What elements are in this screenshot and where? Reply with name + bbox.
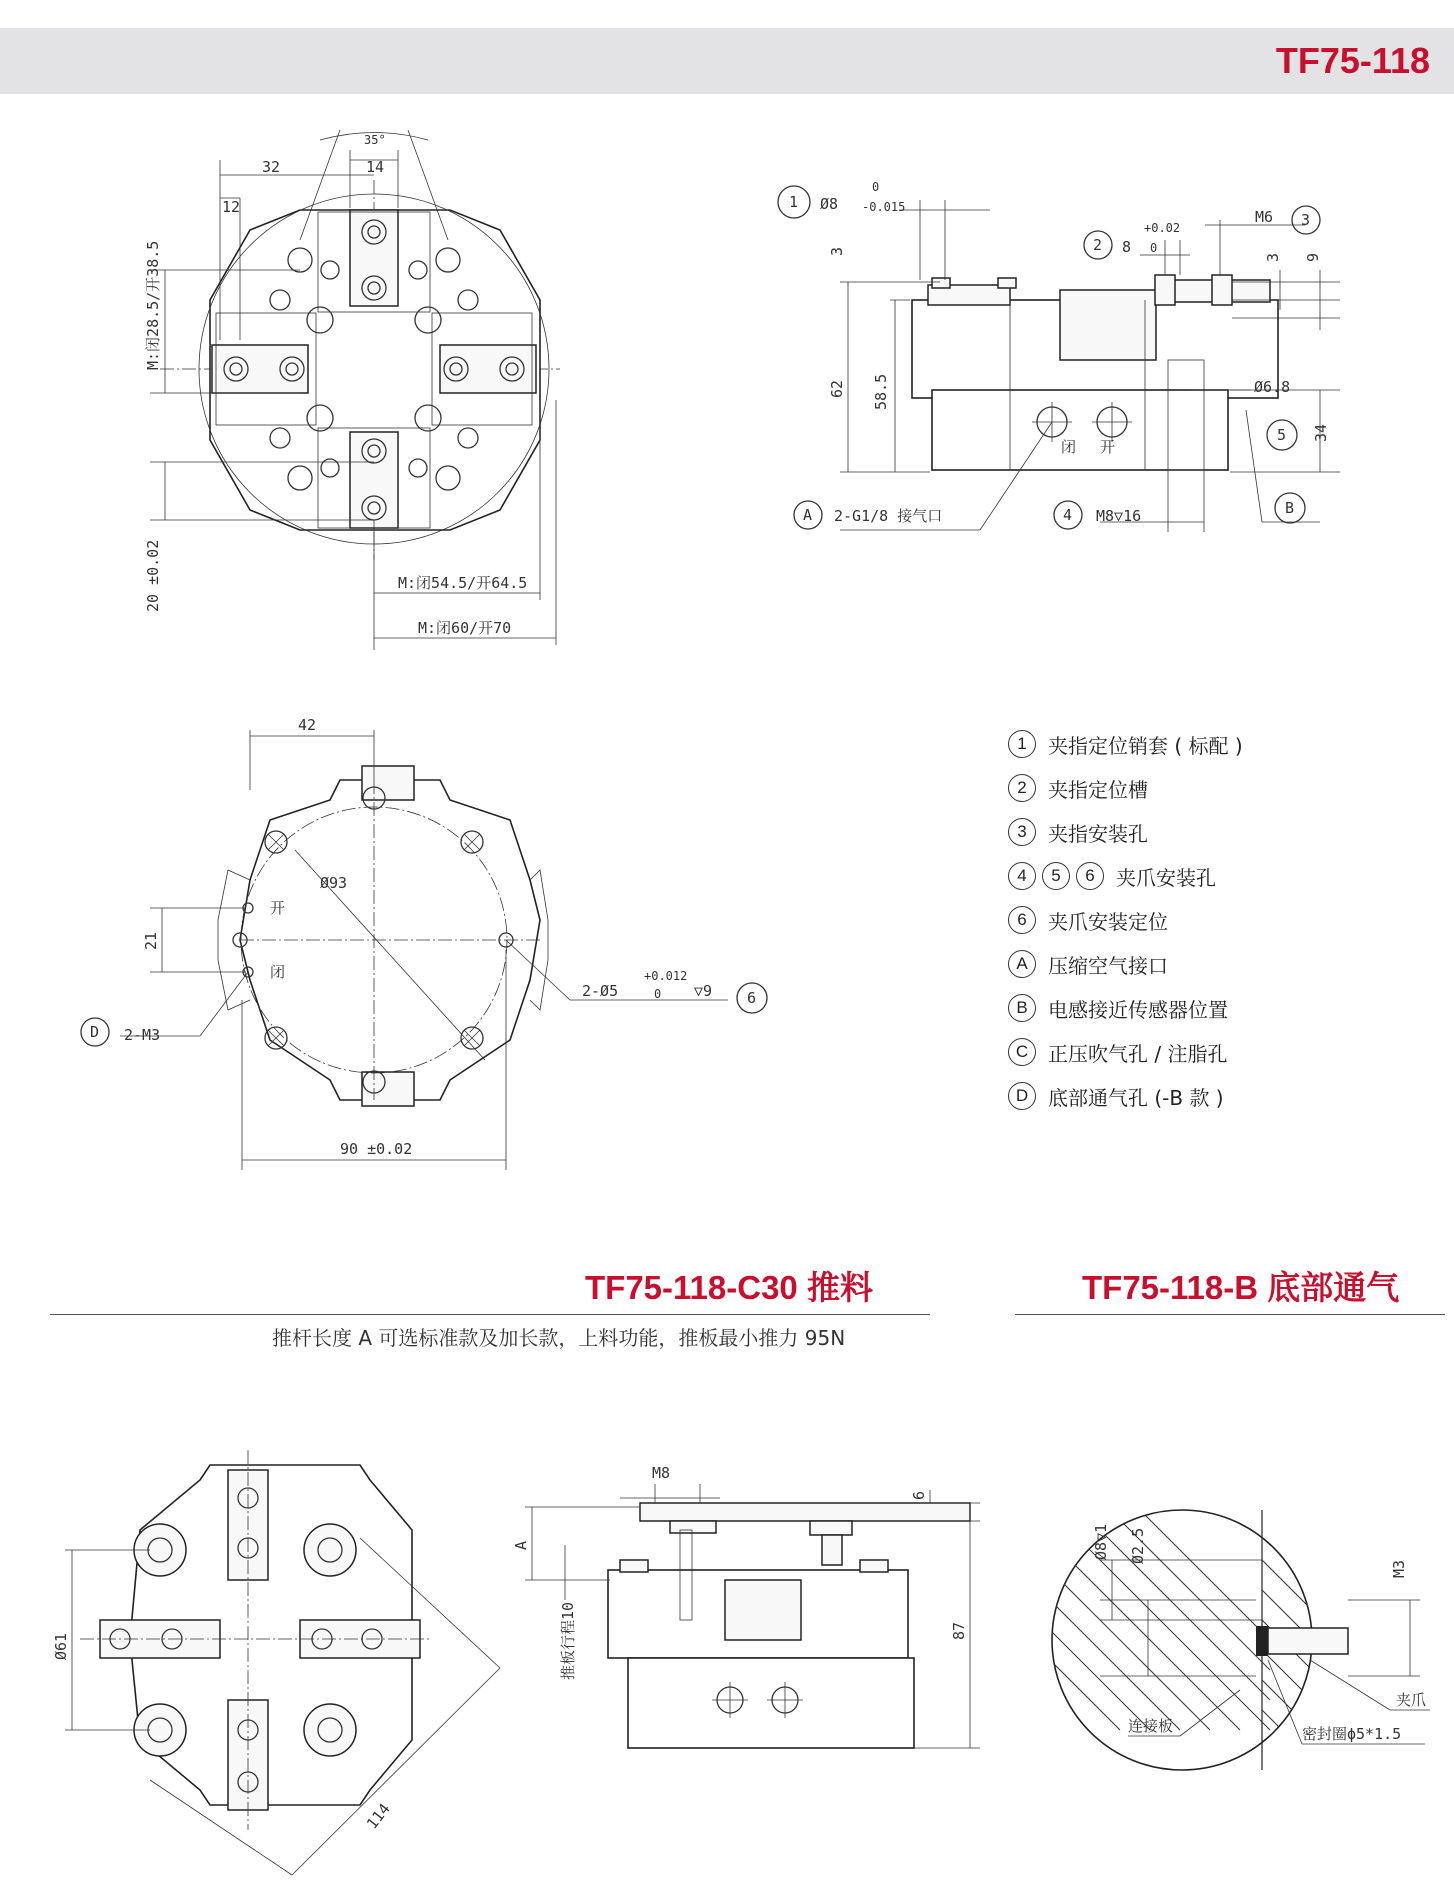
legend-marker: 1: [1008, 730, 1036, 758]
legend-label: 正压吹气孔 / 注脂孔: [1048, 1041, 1228, 1066]
legend-marker: 6: [1076, 862, 1104, 890]
legend-label: 夹爪安装定位: [1048, 909, 1168, 934]
dim-20: 20 ±0.02: [144, 539, 162, 612]
legend-marker: A: [1008, 950, 1036, 978]
legend-label: 夹指定位销套 ( 标配 ): [1048, 733, 1243, 758]
hole-6-8: Ø6.8: [1254, 378, 1291, 396]
pin-depth: ▽9: [694, 982, 713, 1000]
callout-D: D: [90, 1023, 100, 1041]
dim-12: 12: [222, 198, 241, 216]
dia-61: Ø61: [52, 1632, 70, 1660]
dim-3a: 3: [828, 246, 846, 256]
page-title: TF75-118: [1275, 40, 1430, 81]
thread-m8-c30: M8: [652, 1464, 671, 1482]
callout-1: 1: [789, 193, 799, 211]
legend-label: 电感接近传感器位置: [1048, 997, 1228, 1022]
legend-label: 夹指安装孔: [1048, 821, 1148, 846]
section-c30-rule: [50, 1314, 930, 1315]
legend-item: [1008, 898, 1243, 942]
vent-thread: 2-M3: [124, 1026, 161, 1044]
close-port-label: 闭: [270, 963, 286, 981]
pin-tol-upper: 0: [872, 180, 880, 194]
callout-A: A: [803, 506, 813, 524]
stroke-vertical-dim: M:闭28.5/开38.5: [144, 240, 162, 370]
stroke-h2-dim: M:闭60/开70: [418, 619, 512, 637]
thread-m6: M6: [1255, 208, 1274, 226]
dim-34: 34: [1312, 423, 1330, 442]
legend-item: [1008, 854, 1243, 898]
dim-9: 9: [1304, 252, 1322, 262]
dim-14: 14: [366, 158, 385, 176]
air-port-label: 2-G1/8 接气口: [834, 507, 943, 525]
dim-62: 62: [828, 379, 846, 398]
bottom-view-drawing: [120, 730, 728, 1170]
legend-marker: 5: [1042, 862, 1070, 890]
callout-B: B: [1285, 499, 1295, 517]
callout-2: 2: [1093, 236, 1103, 254]
legend-item: [1008, 766, 1243, 810]
legend-label: 夹爪安装孔: [1116, 865, 1216, 890]
legend-item: [1008, 942, 1243, 986]
legend-marker: 4: [1008, 862, 1036, 890]
dim-87: 87: [950, 1621, 968, 1640]
claw-label: 夹爪: [1396, 1691, 1427, 1709]
pin-label: 2-Ø5: [582, 982, 619, 1000]
hole-2-5: Ø2.5: [1129, 1527, 1147, 1564]
dim-21: 21: [142, 931, 160, 950]
legend-label: 夹指定位槽: [1048, 777, 1148, 802]
top-view-drawing: [150, 130, 560, 650]
callout-4: 4: [1063, 506, 1073, 524]
dim-A: A: [512, 1540, 530, 1550]
thread-m3-b: M3: [1390, 1559, 1408, 1578]
slot-tol-upper: +0.02: [1144, 221, 1181, 235]
angle-dim: 35°: [364, 133, 386, 147]
callout-6: 6: [747, 989, 757, 1007]
section-c30-title: TF75-118-C30 推料: [585, 1269, 873, 1306]
open-label: 开: [1100, 438, 1116, 456]
thread-m8: M8▽16: [1096, 507, 1142, 525]
legend-item: [1008, 1074, 1243, 1118]
section-c30-subtitle: 推杆长度 A 可选标准款及加长款，上料功能，推板最小推力 95N: [272, 1326, 846, 1350]
side-view-drawing: [840, 200, 1340, 532]
legend-marker: 2: [1008, 774, 1036, 802]
legend-marker: D: [1008, 1082, 1036, 1110]
open-port-label: 开: [270, 899, 286, 917]
dim-6-c30: 6: [910, 1490, 928, 1500]
legend-item: [1008, 986, 1243, 1030]
dim-32: 32: [262, 158, 281, 176]
legend-label: 压缩空气接口: [1048, 953, 1168, 978]
dim-90: 90 ±0.02: [340, 1140, 413, 1158]
legend-marker: 3: [1008, 818, 1036, 846]
seal-label: 密封圈ϕ5*1.5: [1302, 1725, 1402, 1743]
legend-marker: B: [1008, 994, 1036, 1022]
c30-side-drawing: [525, 1484, 980, 1748]
legend-item: [1008, 722, 1243, 766]
callout-5: 5: [1277, 426, 1287, 444]
slot-width: 8: [1122, 238, 1132, 256]
pcd-93: Ø93: [320, 874, 348, 892]
legend-label: 底部通气孔 (-B 款 ): [1048, 1085, 1224, 1110]
stroke-h1-dim: M:闭54.5/开64.5: [398, 574, 528, 592]
pin-tol-upper-b: +0.012: [644, 969, 688, 983]
callout-3: 3: [1301, 211, 1311, 229]
legend-item: [1008, 810, 1243, 854]
dim-58-5: 58.5: [872, 373, 890, 410]
legend-marker: C: [1008, 1038, 1036, 1066]
dim-3b: 3: [1264, 252, 1282, 262]
dim-42: 42: [298, 716, 317, 734]
dim-114: 114: [362, 1800, 394, 1833]
pin-tol-lower: -0.015: [862, 200, 906, 214]
section-b-title: TF75-118-B 底部通气: [1082, 1269, 1400, 1306]
legend-item: [1008, 1030, 1243, 1074]
counterbore-8: Ø8▽1: [1092, 1523, 1110, 1560]
legend-marker: 6: [1008, 906, 1036, 934]
legend: [1008, 722, 1243, 1118]
pin-tol-lower-b: 0: [654, 987, 662, 1001]
section-b-rule: [1015, 1314, 1445, 1315]
push-stroke: 推板行程10: [559, 1601, 577, 1680]
close-label: 闭: [1061, 438, 1077, 456]
c30-top-drawing: [65, 1450, 500, 1875]
slot-tol-lower: 0: [1150, 241, 1158, 255]
plate-label: 连接板: [1128, 1717, 1174, 1735]
pin-dia: Ø8: [820, 195, 839, 213]
